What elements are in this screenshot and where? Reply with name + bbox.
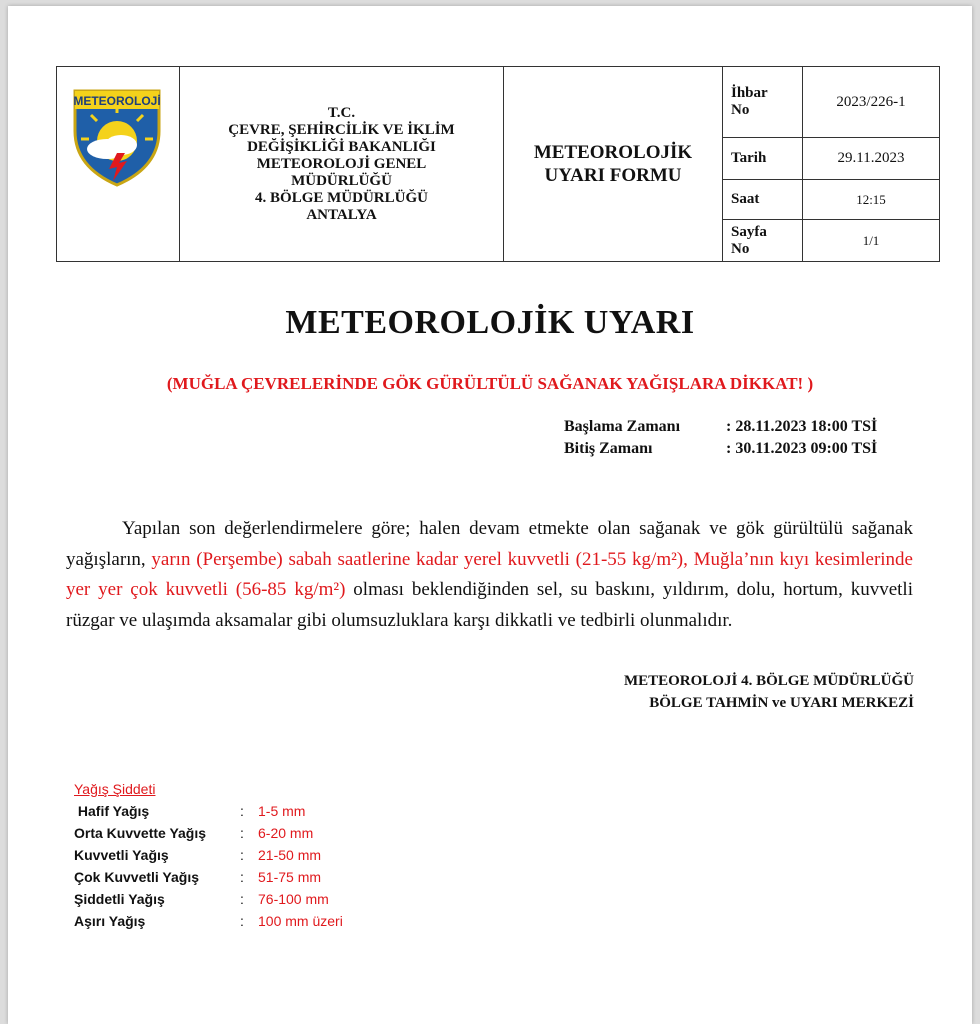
end-time-label: Bitiş Zamanı (564, 440, 653, 457)
start-time-row (564, 416, 877, 438)
rain-scale-row: Çok Kuvvetli Yağış : 51-75 mm (74, 866, 343, 888)
saat-value: 12:15 (856, 191, 886, 207)
rain-scale-value: 6-20 mm (258, 825, 314, 841)
form-title-line: METEOROLOJİK (533, 142, 693, 163)
rain-scale-name: Kuvvetli Yağış (74, 847, 169, 863)
label-line: No (731, 240, 750, 257)
signature-block (624, 670, 914, 714)
ministry-line: METEOROLOJİ GENEL (256, 155, 427, 172)
body-text: olması beklendiğinden sel, su baskını, yıldırım, dolu, hortum, kuvvetli rüzgar ve ulaşımda aksamalar gibi olumsuzluklara karşı dikkatli ve tedbirli olunmalıdır. (66, 579, 913, 631)
start-time-value: : 28.11.2023 18:00 TSİ (726, 418, 878, 435)
header-table (56, 66, 940, 262)
rain-scale-value: 76-100 mm (258, 891, 329, 907)
body-text: Yapılan son değerlendirmelere göre; halen devam etmekte olan sağanak ve gök gürültülü sağanak yağışların, (66, 518, 913, 570)
label-line: Tarih (731, 150, 767, 166)
rain-scale-title: Yağış Şiddeti (74, 781, 156, 797)
label-line: No (731, 102, 750, 118)
warning-subtitle: (MUĞLA ÇEVRELERİNDE GÖK GÜRÜLTÜLÜ SAĞANAK YAĞIŞLARA DİKKAT! ) (166, 374, 814, 393)
warning-title: METEOROLOJİK UYARI (285, 304, 695, 341)
validity-times (564, 416, 877, 460)
rain-scale-value: 100 mm üzeri (258, 913, 343, 929)
document-page (8, 6, 972, 1024)
tarih-value: 29.11.2023 (837, 150, 905, 166)
meteoroloji-logo-icon (69, 79, 165, 191)
ministry-line: DEĞİŞİKLİĞİ BAKANLIĞI (247, 138, 436, 155)
rain-scale-name: Şiddetli Yağış (74, 891, 165, 907)
ministry-line: ANTALYA (306, 206, 377, 223)
sayfa-no-label (723, 220, 802, 261)
logo-text: METEOROLOJİ (73, 94, 161, 108)
rain-scale-name: Orta Kuvvette Yağış (74, 825, 207, 841)
rain-scale-value: 51-75 mm (258, 869, 322, 885)
end-time-row (564, 438, 877, 460)
rain-scale-name: Hafif Yağış (74, 803, 150, 819)
label-line: İhbar (731, 85, 768, 101)
rain-scale-row: Kuvvetli Yağış : 21-50 mm (74, 844, 343, 866)
tarih-label (723, 138, 802, 179)
rain-scale-row: Aşırı Yağış : 100 mm üzeri (74, 910, 343, 932)
ministry-line: T.C. (327, 104, 356, 121)
start-time-label: Başlama Zamanı (564, 418, 681, 435)
rain-scale-row: Hafif Yağış : 1-5 mm (74, 800, 343, 822)
warning-body (66, 514, 913, 636)
rain-scale-name: Aşırı Yağış (74, 913, 146, 929)
label-line: Saat (731, 191, 760, 207)
end-time-value: : 30.11.2023 09:00 TSİ (726, 440, 878, 457)
ministry-line: MÜDÜRLÜĞÜ (291, 172, 392, 189)
saat-label (723, 180, 802, 219)
signature-line: METEOROLOJİ 4. BÖLGE MÜDÜRLÜĞÜ (623, 673, 914, 689)
sayfa-no-value: 1/1 (862, 232, 880, 248)
rain-scale-name: Çok Kuvvetli Yağış (74, 869, 200, 885)
signature-line: BÖLGE TAHMİN ve UYARI MERKEZİ (649, 695, 914, 711)
rain-scale-row: Orta Kuvvette Yağış : 6-20 mm (74, 822, 343, 844)
form-title (504, 67, 722, 261)
rain-intensity-scale (74, 778, 343, 932)
rain-scale-value: 21-50 mm (258, 847, 322, 863)
ihbar-no-value: 2023/226-1 (836, 93, 906, 110)
logo-cell (57, 67, 179, 261)
ihbar-no-label (723, 67, 802, 137)
label-line: Sayfa (731, 223, 767, 240)
rain-scale-value: 1-5 mm (258, 803, 306, 819)
ministry-line: 4. BÖLGE MÜDÜRLÜĞÜ (255, 189, 428, 206)
ministry-block (180, 67, 503, 261)
rain-scale-row: Şiddetli Yağış : 76-100 mm (74, 888, 343, 910)
ministry-line: ÇEVRE, ŞEHİRCİLİK VE İKLİM (228, 121, 455, 138)
body-highlight: yarın (Perşembe) sabah saatlerine kadar yerel kuvvetli (21-55 kg/m²), Muğla’nın kıyı kesimlerinde yer yer çok kuvvetli (56-85 kg/m²) (66, 548, 913, 600)
form-title-line: UYARI FORMU (544, 165, 682, 186)
